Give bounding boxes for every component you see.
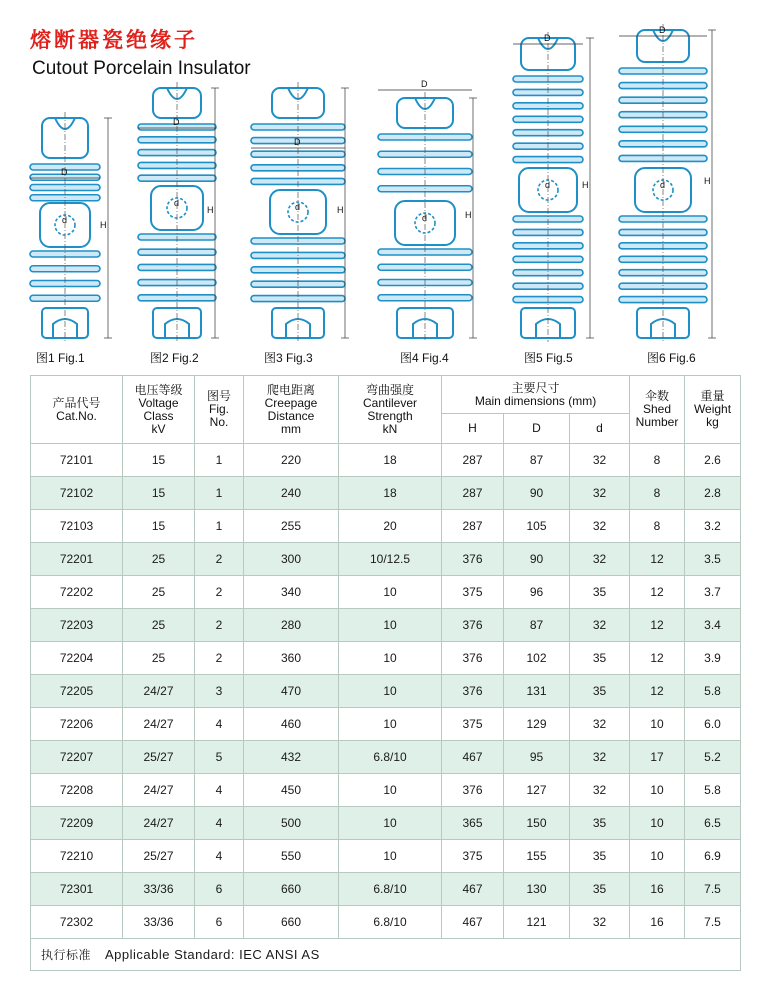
cell-creepage: 470 [244, 675, 339, 708]
cell-cantilever: 10 [339, 708, 442, 741]
cell-fig-no: 1 [195, 444, 244, 477]
cell-weight: 2.6 [685, 444, 741, 477]
fig-label-3: 图3 Fig.3 [264, 351, 313, 365]
table-row [31, 873, 741, 906]
fig-label-4: 图4 Fig.4 [400, 351, 449, 365]
cell-dim-h: 287 [442, 477, 504, 510]
cell-dim-d-small: 35 [570, 576, 630, 609]
cell-creepage: 255 [244, 510, 339, 543]
cell-cantilever: 10 [339, 675, 442, 708]
cell-dim-d-big: 105 [504, 510, 570, 543]
cell-creepage: 550 [244, 840, 339, 873]
cell-dim-d-big: 129 [504, 708, 570, 741]
cell-shed-number: 10 [630, 708, 685, 741]
cell-shed-number: 12 [630, 609, 685, 642]
fig2-base [153, 308, 201, 338]
fig1-d-label: d [62, 215, 68, 225]
cell-shed-number: 12 [630, 642, 685, 675]
cell-voltage: 25/27 [123, 741, 195, 774]
fig1-h-label: H [100, 220, 107, 230]
cell-dim-d-big: 130 [504, 873, 570, 906]
cell-weight: 3.4 [685, 609, 741, 642]
figures-area [0, 0, 770, 375]
cell-cat-no: 72210 [31, 840, 123, 873]
cell-shed-number: 12 [630, 675, 685, 708]
cell-voltage: 25 [123, 642, 195, 675]
cell-creepage: 280 [244, 609, 339, 642]
cell-cat-no: 72201 [31, 543, 123, 576]
cell-dim-h: 376 [442, 543, 504, 576]
cell-voltage: 15 [123, 477, 195, 510]
cell-dim-d-small: 32 [570, 906, 630, 939]
cell-weight: 3.5 [685, 543, 741, 576]
cell-weight: 6.9 [685, 840, 741, 873]
cell-weight: 5.2 [685, 741, 741, 774]
cell-dim-d-small: 32 [570, 774, 630, 807]
cell-weight: 6.0 [685, 708, 741, 741]
cell-creepage: 500 [244, 807, 339, 840]
fig3-cap [272, 88, 324, 118]
header-d-big: D [504, 414, 570, 444]
cell-fig-no: 1 [195, 510, 244, 543]
cell-dim-d-small: 32 [570, 609, 630, 642]
page-title-cn: 熔断器瓷绝缘子 [30, 28, 198, 52]
cell-dim-d-small: 35 [570, 675, 630, 708]
cell-dim-d-big: 102 [504, 642, 570, 675]
cell-cat-no: 72206 [31, 708, 123, 741]
cell-creepage: 360 [244, 642, 339, 675]
cell-dim-d-big: 131 [504, 675, 570, 708]
cell-cat-no: 72205 [31, 675, 123, 708]
cell-weight: 2.8 [685, 477, 741, 510]
cell-cat-no: 72301 [31, 873, 123, 906]
cell-cantilever: 10 [339, 642, 442, 675]
cell-cat-no: 72203 [31, 609, 123, 642]
cell-fig-no: 1 [195, 477, 244, 510]
fig6-h-label: H [704, 176, 711, 186]
fig3-base [272, 308, 324, 338]
cell-weight: 5.8 [685, 774, 741, 807]
fig5-h-label: H [582, 180, 589, 190]
cell-fig-no: 4 [195, 807, 244, 840]
cell-cat-no: 72202 [31, 576, 123, 609]
cell-creepage: 300 [244, 543, 339, 576]
fig5-d-big-label: D [544, 33, 551, 43]
fig3-d-big-label: D [294, 137, 301, 147]
spec-table [30, 375, 741, 971]
cell-weight: 7.5 [685, 906, 741, 939]
cell-fig-no: 4 [195, 840, 244, 873]
cell-creepage: 340 [244, 576, 339, 609]
cell-shed-number: 16 [630, 906, 685, 939]
cell-fig-no: 6 [195, 873, 244, 906]
header-h: H [442, 414, 504, 444]
cell-cantilever: 10 [339, 807, 442, 840]
cell-dim-h: 467 [442, 906, 504, 939]
cell-cantilever: 18 [339, 477, 442, 510]
cell-dim-d-big: 155 [504, 840, 570, 873]
cell-dim-h: 375 [442, 708, 504, 741]
fig3-d-label: d [295, 202, 301, 212]
cell-dim-d-small: 32 [570, 543, 630, 576]
cell-cat-no: 72209 [31, 807, 123, 840]
cell-voltage: 15 [123, 444, 195, 477]
cell-dim-d-big: 96 [504, 576, 570, 609]
fig2-h-label: H [207, 205, 214, 215]
cell-weight: 5.8 [685, 675, 741, 708]
table-row [31, 906, 741, 939]
table-row [31, 675, 741, 708]
header-cantilever: 弯曲强度 Cantilever Strength kN [339, 376, 442, 444]
header-voltage: 电压等级 Voltage Class kV [123, 376, 195, 444]
cell-cantilever: 6.8/10 [339, 906, 442, 939]
cell-dim-d-small: 32 [570, 708, 630, 741]
cell-weight: 6.5 [685, 807, 741, 840]
cell-dim-h: 376 [442, 609, 504, 642]
cell-dim-d-big: 87 [504, 444, 570, 477]
cell-shed-number: 8 [630, 477, 685, 510]
footer-en: Applicable Standard: IEC ANSI AS [105, 947, 320, 962]
fig4-h-label: H [465, 210, 472, 220]
cell-fig-no: 4 [195, 708, 244, 741]
cell-dim-h: 287 [442, 444, 504, 477]
cell-dim-h: 467 [442, 873, 504, 906]
cell-dim-h: 375 [442, 840, 504, 873]
cell-shed-number: 8 [630, 510, 685, 543]
cell-voltage: 25/27 [123, 840, 195, 873]
cell-dim-d-small: 32 [570, 741, 630, 774]
cell-creepage: 660 [244, 906, 339, 939]
table-row [31, 840, 741, 873]
cell-dim-d-small: 32 [570, 477, 630, 510]
cell-dim-h: 376 [442, 675, 504, 708]
table-row [31, 576, 741, 609]
cell-fig-no: 3 [195, 675, 244, 708]
table-body [31, 444, 741, 939]
cell-cat-no: 72103 [31, 510, 123, 543]
cell-shed-number: 17 [630, 741, 685, 774]
cell-dim-h: 365 [442, 807, 504, 840]
cell-cat-no: 72204 [31, 642, 123, 675]
cell-fig-no: 2 [195, 642, 244, 675]
cell-shed-number: 16 [630, 873, 685, 906]
fig3-h-label: H [337, 205, 344, 215]
table-row [31, 708, 741, 741]
cell-cat-no: 72208 [31, 774, 123, 807]
footer-cn: 执行标准 [41, 948, 92, 962]
cell-creepage: 432 [244, 741, 339, 774]
cell-dim-d-big: 90 [504, 477, 570, 510]
table-row [31, 609, 741, 642]
cell-cantilever: 10 [339, 609, 442, 642]
table-row [31, 642, 741, 675]
cell-shed-number: 12 [630, 543, 685, 576]
cell-fig-no: 6 [195, 906, 244, 939]
table-row [31, 774, 741, 807]
cell-dim-d-small: 35 [570, 807, 630, 840]
cell-creepage: 460 [244, 708, 339, 741]
table-row [31, 543, 741, 576]
cell-fig-no: 2 [195, 543, 244, 576]
table-row [31, 477, 741, 510]
cell-shed-number: 12 [630, 576, 685, 609]
cell-weight: 3.2 [685, 510, 741, 543]
table-row [31, 807, 741, 840]
fig2-cap [153, 88, 201, 118]
cell-voltage: 33/36 [123, 906, 195, 939]
fig6-d-big-label: D [659, 25, 666, 35]
cell-weight: 7.5 [685, 873, 741, 906]
table-row [31, 510, 741, 543]
cell-dim-d-big: 87 [504, 609, 570, 642]
cell-weight: 3.7 [685, 576, 741, 609]
cell-cantilever: 6.8/10 [339, 873, 442, 906]
cell-dim-d-small: 35 [570, 840, 630, 873]
cell-fig-no: 4 [195, 774, 244, 807]
cell-creepage: 240 [244, 477, 339, 510]
cell-shed-number: 10 [630, 840, 685, 873]
cell-dim-d-big: 95 [504, 741, 570, 774]
cell-dim-d-small: 32 [570, 444, 630, 477]
cell-dim-h: 467 [442, 741, 504, 774]
cell-cantilever: 6.8/10 [339, 741, 442, 774]
cell-cantilever: 20 [339, 510, 442, 543]
cell-voltage: 24/27 [123, 675, 195, 708]
cell-cantilever: 10/12.5 [339, 543, 442, 576]
cell-voltage: 24/27 [123, 774, 195, 807]
cell-dim-d-big: 150 [504, 807, 570, 840]
cell-dim-h: 375 [442, 576, 504, 609]
cell-dim-d-small: 32 [570, 510, 630, 543]
table-row [31, 741, 741, 774]
cell-dim-d-small: 35 [570, 873, 630, 906]
cell-cat-no: 72302 [31, 906, 123, 939]
fig6-d-label: d [660, 180, 666, 190]
table-row [31, 444, 741, 477]
cell-voltage: 15 [123, 510, 195, 543]
cell-cat-no: 72207 [31, 741, 123, 774]
cell-dim-h: 287 [442, 510, 504, 543]
cell-dim-d-big: 121 [504, 906, 570, 939]
cell-cantilever: 10 [339, 774, 442, 807]
header-fig: 图号 Fig. No. [195, 376, 244, 444]
cell-fig-no: 2 [195, 609, 244, 642]
cell-creepage: 450 [244, 774, 339, 807]
fig5-d-label: d [545, 180, 551, 190]
cell-dim-d-big: 90 [504, 543, 570, 576]
cell-cantilever: 10 [339, 840, 442, 873]
cell-voltage: 24/27 [123, 807, 195, 840]
fig2-d-label: d [174, 198, 180, 208]
page-title-en: Cutout Porcelain Insulator [32, 58, 251, 79]
cell-fig-no: 2 [195, 576, 244, 609]
header-d-small: d [570, 414, 630, 444]
cell-shed-number: 10 [630, 774, 685, 807]
cell-dim-d-small: 35 [570, 642, 630, 675]
header-main-dimensions: 主要尺寸 Main dimensions (mm) [442, 376, 630, 414]
fig4-cap [397, 98, 453, 128]
fig1-d-big-label: D [61, 167, 68, 177]
cell-shed-number: 10 [630, 807, 685, 840]
fig2-d-big-label: D [173, 117, 180, 127]
header-weight: 重量 Weight kg [685, 376, 741, 444]
cell-cantilever: 18 [339, 444, 442, 477]
insulator-figures [0, 0, 770, 375]
applicable-standard [31, 939, 741, 971]
fig-label-1: 图1 Fig.1 [36, 351, 85, 365]
cell-voltage: 24/27 [123, 708, 195, 741]
cell-fig-no: 5 [195, 741, 244, 774]
cell-voltage: 25 [123, 543, 195, 576]
cell-voltage: 25 [123, 576, 195, 609]
fig4-d-label: d [422, 213, 428, 223]
cell-creepage: 220 [244, 444, 339, 477]
cell-cantilever: 10 [339, 576, 442, 609]
cell-cat-no: 72102 [31, 477, 123, 510]
cell-dim-h: 376 [442, 642, 504, 675]
cell-shed-number: 8 [630, 444, 685, 477]
header-shed: 伞数 Shed Number [630, 376, 685, 444]
header-creepage: 爬电距离 Creepage Distance mm [244, 376, 339, 444]
cell-dim-h: 376 [442, 774, 504, 807]
fig-label-2: 图2 Fig.2 [150, 351, 199, 365]
cell-voltage: 33/36 [123, 873, 195, 906]
cell-creepage: 660 [244, 873, 339, 906]
cell-cat-no: 72101 [31, 444, 123, 477]
cell-weight: 3.9 [685, 642, 741, 675]
cell-voltage: 25 [123, 609, 195, 642]
cell-dim-d-big: 127 [504, 774, 570, 807]
header-catno: 产品代号 Cat.No. [31, 376, 123, 444]
fig-label-6: 图6 Fig.6 [647, 351, 696, 365]
fig4-d-big-label: D [421, 79, 428, 89]
fig-label-5: 图5 Fig.5 [524, 351, 573, 365]
